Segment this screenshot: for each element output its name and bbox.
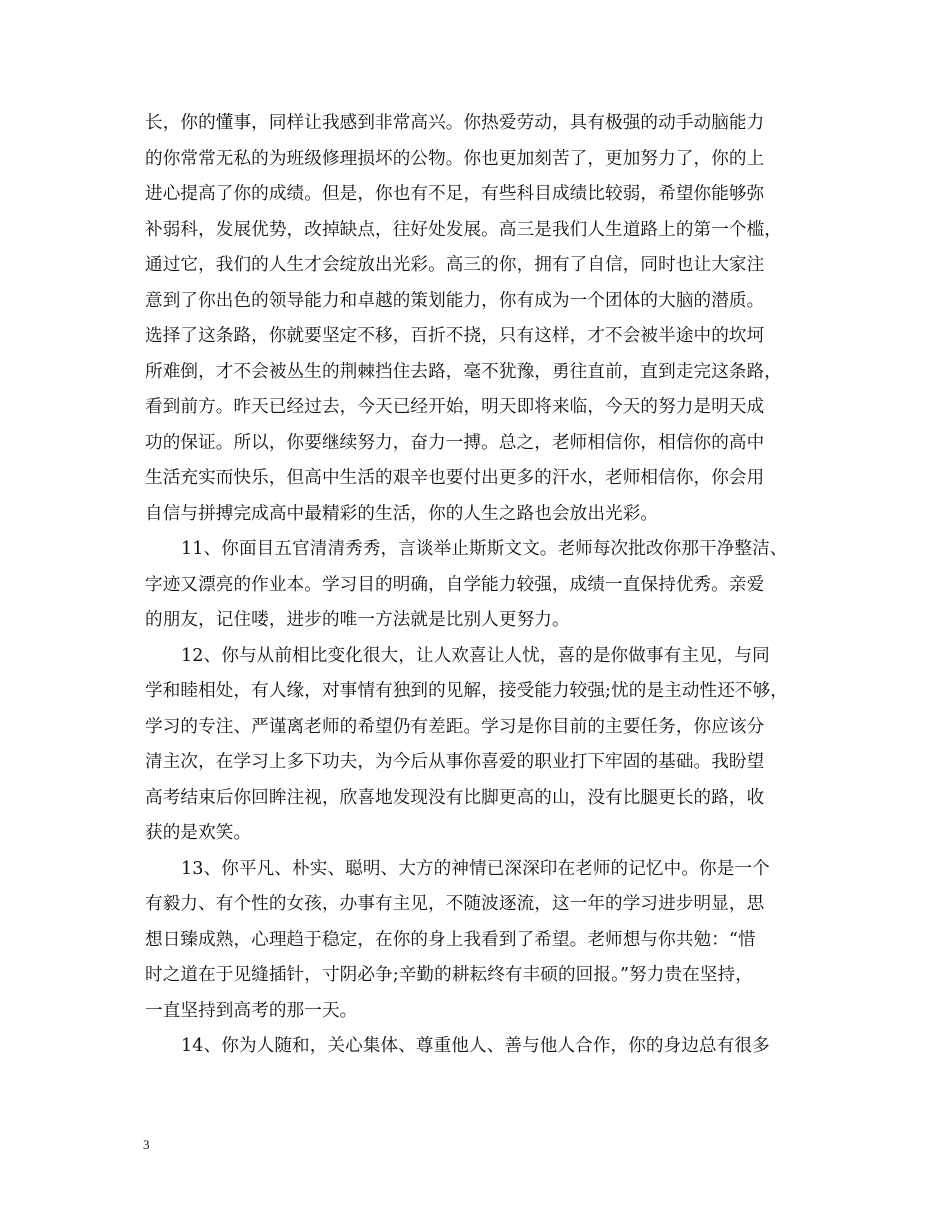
text-line: 学习的专注、严谨离老师的希望仍有差距。学习是你目前的主要任务，你应该分 <box>145 716 765 737</box>
text-line: 清主次，在学习上多下功夫，为今后从事你喜爱的职业打下牢固的基础。我盼望 <box>145 752 765 772</box>
body-text <box>145 106 815 1065</box>
text-line: 高考结束后你回眸注视，欣喜地发现没有比脚更高的山，没有比腿更长的路，收 <box>145 787 765 808</box>
text-line: 长，你的懂事，同样让我感到非常高兴。你热爱劳动，具有极强的动手动脑能力 <box>145 113 765 133</box>
text-line: 学和睦相处，有人缘，对事情有独到的见解，接受能力较强;忧的是主动性还不够， <box>145 681 789 701</box>
text-line: 补弱科，发展优势，改掉缺点，往好处发展。高三是我们人生道路上的第一个槛， <box>145 219 782 240</box>
paragraph-start-line: 11、你面目五官清清秀秀，言谈举止斯斯文文。老师每次批改你那干净整洁、 <box>181 539 788 559</box>
text-line: 进心提高了你的成绩。但是，你也有不足，有些科目成绩比较弱，希望你能够弥 <box>145 184 765 204</box>
page-number: 3 <box>143 1137 150 1152</box>
text-line: 看到前方。昨天已经过去，今天已经开始，明天即将来临，今天的努力是明天成 <box>145 397 765 417</box>
text-line: 选择了这条路，你就要坚定不移，百折不挠，只有这样，才不会被半途中的坎坷 <box>145 326 765 346</box>
text-line: 生活充实而快乐，但高中生活的艰辛也要付出更多的汗水，老师相信你，你会用 <box>145 468 765 488</box>
text-line: 想日臻成熟，心理趋于稳定，在你的身上我看到了希望。老师想与你共勉：“惜 <box>145 929 756 950</box>
text-line: 的朋友，记住喽，进步的唯一方法就是比别人更努力。 <box>145 610 570 630</box>
text-line: 字迹又漂亮的作业本。学习目的明确，自学能力较强，成绩一直保持优秀。亲爱 <box>145 574 765 595</box>
text-line: 获的是欢笑。 <box>145 823 252 843</box>
text-line: 的你常常无私的为班级修理损坏的公物。你也更加刻苦了，更加努力了，你的上 <box>145 148 765 169</box>
text-line: 有毅力、有个性的女孩，办事有主见，不随波逐流，这一年的学习进步明显，思 <box>145 894 765 914</box>
text-line: 通过它，我们的人生才会绽放出光彩。高三的你，拥有了自信，同时也让大家注 <box>145 255 765 275</box>
text-line: 时之道在于见缝插针，寸阴必争;辛勤的耕耘终有丰硕的回报。”努力贵在坚持， <box>145 965 753 985</box>
paragraph-start-line: 12、你与从前相比变化很大，让人欢喜让人忧，喜的是你做事有主见，与同 <box>181 645 770 666</box>
text-line: 一直坚持到高考的那一天。 <box>145 1000 358 1021</box>
text-line: 功的保证。所以，你要继续努力，奋力一搏。总之，老师相信你，相信你的高中 <box>145 432 765 453</box>
text-line: 意到了你出色的领导能力和卓越的策划能力，你有成为一个团体的大脑的潜质。 <box>145 290 765 311</box>
paragraph-start-line: 13、你平凡、朴实、聪明、大方的神情已深深印在老师的记忆中。你是一个 <box>181 858 770 879</box>
paragraph-start-line: 14、你为人随和，关心集体、尊重他人、善与他人合作，你的身边总有很多 <box>181 1036 770 1056</box>
text-line: 自信与拼搏完成高中最精彩的生活，你的人生之路也会放出光彩。 <box>145 503 659 524</box>
text-line: 所难倒，才不会被丛生的荆棘挡住去路，毫不犹豫，勇往直前，直到走完这条路， <box>145 361 782 382</box>
